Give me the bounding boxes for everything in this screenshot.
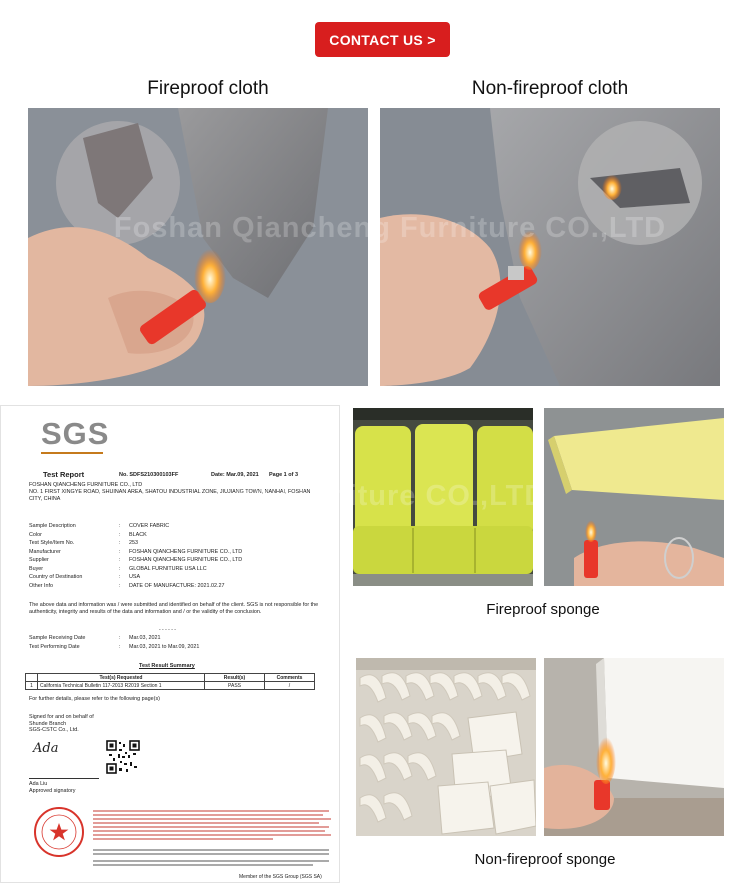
table-row: 1 California Technical Bulletin 117-2013 R2019 Section 1 PASS /: [26, 682, 315, 690]
info-row: Test Style/Item No. : 253: [29, 540, 138, 546]
report-date: Date: Mar.09, 2021: [211, 472, 259, 478]
fireproof-cloth-heading: Fireproof cloth: [147, 78, 269, 99]
disclaimer-statement: The above data and information was / were submitted and identified on behalf of the client. SGS is not responsible for the authenticity, integrity and results of the data and information and / or the validity of the conclusion.: [29, 602, 319, 615]
fireproof-sponge-caption: Fireproof sponge: [486, 601, 600, 618]
signer-title: Approved signatory: [29, 788, 76, 794]
info-row: Supplier : FOSHAN QIANCHENG FURNITURE CO., LTD: [29, 557, 243, 563]
info-row: Color : BLACK: [29, 531, 147, 538]
signer-name: Ada Liu: [29, 781, 48, 787]
result-summary-table: [25, 673, 315, 690]
sgs-member-note: Member of the SGS Group (SGS SA): [239, 874, 322, 880]
sample-info: [29, 522, 329, 590]
fireproof-sponge-sofa-photo: [353, 408, 533, 586]
non-fireproof-cloth-heading: Non-fireproof cloth: [471, 78, 629, 99]
test-dates: [29, 634, 329, 651]
signature-line: [29, 778, 99, 779]
fine-print-terms: [93, 808, 333, 868]
info-row: Buyer : GLOBAL FURNITURE USA LLC: [29, 565, 207, 572]
watermark-text-partial: ng Furniture CO.,LTD: [233, 480, 547, 512]
report-page: Page 1 of 3: [269, 472, 299, 478]
info-row: Sample Description : COVER FABRIC: [29, 523, 170, 529]
watermark-text: Foshan Qiancheng Furniture CO.,LTD: [113, 212, 667, 244]
further-details-note: For further details, please refer to the following page(s): [29, 696, 160, 702]
info-row: Test Performing Date : Mar.03, 2021 to Mar.09, 2021: [29, 643, 200, 650]
report-number: No. SDFS210300103FF: [119, 472, 179, 478]
non-fireproof-sponge-pieces-photo: [356, 658, 536, 836]
non-fireproof-cloth-photo: [380, 108, 720, 386]
contact-us-button[interactable]: CONTACT US >: [315, 22, 450, 57]
red-seal-stamp: [33, 806, 85, 860]
non-fireproof-sponge-lighter-photo: [544, 658, 724, 836]
company-address: NO. 1 FIRST XINGYE ROAD, SHUINAN AREA, SHATOU INDUSTRIAL ZONE, JIUJIANG TOWN, NANHAI, FOSHAN CITY, CHINA: [29, 489, 311, 502]
separator: - - - - - -: [159, 627, 176, 633]
table-header-row: Test(s) Requested Result(s) Comments: [26, 674, 315, 682]
signed-on-behalf: Signed for and on behalf of Shunde Branch SGS-CSTC Co., Ltd.: [29, 714, 94, 733]
fireproof-cloth-photo: [28, 108, 368, 386]
signer-block: [29, 781, 75, 795]
info-row: Other Info : DATE OF MANUFACTURE: 2021.02.27: [29, 582, 225, 589]
info-row: Country of Destination : USA: [29, 574, 141, 580]
fireproof-sponge-lighter-photo: [544, 408, 724, 586]
sgs-test-report: [0, 405, 340, 883]
summary-title: Test Result Summary: [139, 663, 195, 669]
report-title: Test Report: [43, 470, 85, 479]
sgs-logo: SGS: [41, 416, 110, 451]
qr-code-icon: [106, 740, 140, 776]
non-fireproof-sponge-caption: Non-fireproof sponge: [474, 851, 616, 868]
company-name: FOSHAN QIANCHENG FURNITURE CO., LTD: [29, 482, 143, 488]
logo-underline: [41, 452, 103, 454]
handwritten-signature: Ada: [33, 741, 59, 756]
company-address-block: [29, 482, 319, 503]
info-row: Manufacturer : FOSHAN QIANCHENG FURNITURE CO., LTD: [29, 548, 243, 555]
info-row: Sample Receiving Date : Mar.03, 2021: [29, 635, 161, 641]
